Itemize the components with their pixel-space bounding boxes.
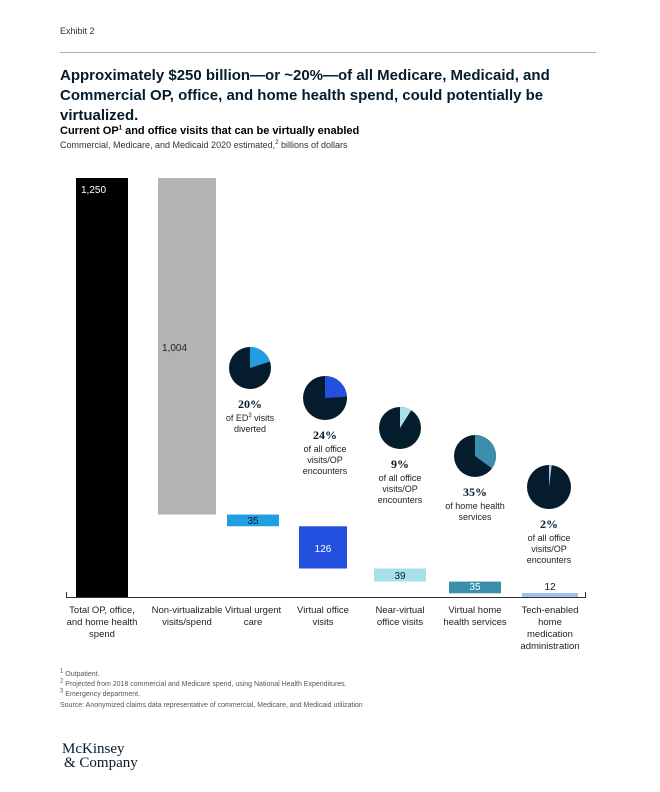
footnote-1: $^1$ Outpatient.: [60, 668, 100, 678]
value-label-6: 12: [544, 582, 556, 593]
x-label-0: Total OP, office, and home health spend: [66, 605, 138, 640]
chart-subtitle-pre: Commercial, Medicare, and Medicaid 2020 estimated,: [60, 140, 276, 150]
pie-4-description: of all office visits/OP encounters: [526, 533, 572, 565]
value-label-0: 1,250: [81, 185, 107, 196]
mckinsey-logo: [62, 742, 138, 770]
x-label-2: Virtual urgent care: [224, 605, 282, 628]
value-label-5: 35: [469, 582, 481, 593]
chart-title-post: and office visits that can be virtually enabled: [122, 125, 360, 137]
pie-3-description: of home health services: [445, 501, 505, 522]
value-label-2: 35: [247, 516, 259, 527]
logo-line-1: McKinsey: [62, 741, 125, 757]
bar-0: [76, 178, 128, 597]
chart-subtitle-post: billions of dollars: [278, 140, 348, 150]
pie-1-slice: [325, 376, 347, 398]
value-label-4: 39: [394, 571, 406, 582]
pie-1-percent: 24%: [313, 428, 337, 442]
x-label-4: Near-virtual office visits: [375, 605, 425, 628]
footnote-2: $^2$ Projected from 2018 commercial and Medicare spend, using National Health Expenditures.: [60, 678, 347, 688]
x-label-5: Virtual home health services: [443, 605, 507, 628]
pie-4-percent: 2%: [540, 517, 558, 531]
pie-0-description: of $ED^3$ visits diverted: [225, 413, 275, 434]
value-label-3: 126: [314, 544, 332, 555]
chart-subtitle-footnote-ref: 2: [275, 140, 279, 146]
pie-2-percent: 9%: [391, 457, 409, 471]
pie-1-description: of all office visits/OP encounters: [302, 444, 348, 476]
logo-line-2: & Company: [64, 755, 138, 771]
x-label-3: Virtual office visits: [297, 605, 349, 628]
pie-0-percent: 20%: [238, 397, 262, 411]
source-note: Source: Anonymized claims data representative of commercial, Medicare, and Medicaid utilization: [60, 702, 363, 709]
bar-6: [522, 593, 578, 597]
chart-title-pre: Current OP: [60, 125, 119, 137]
x-label-1: Non-virtualizable visits/spend: [151, 605, 223, 628]
headline: Approximately $250 billion—or ~20%—of all Medicare, Medicaid, and Commercial OP, office, and home health spend, could potentially be virtualized.: [60, 67, 550, 124]
pie-3-percent: 35%: [463, 485, 487, 499]
x-label-6: Tech-enabled home medication administration: [520, 605, 580, 652]
footnote-3: $^3$ Emergency department.: [60, 688, 140, 698]
chart-title-footnote-ref: 1: [118, 125, 123, 132]
pie-2-description: of all office visits/OP encounters: [377, 473, 423, 505]
value-label-1: 1,004: [162, 343, 188, 354]
exhibit-label: Exhibit 2: [60, 26, 95, 36]
